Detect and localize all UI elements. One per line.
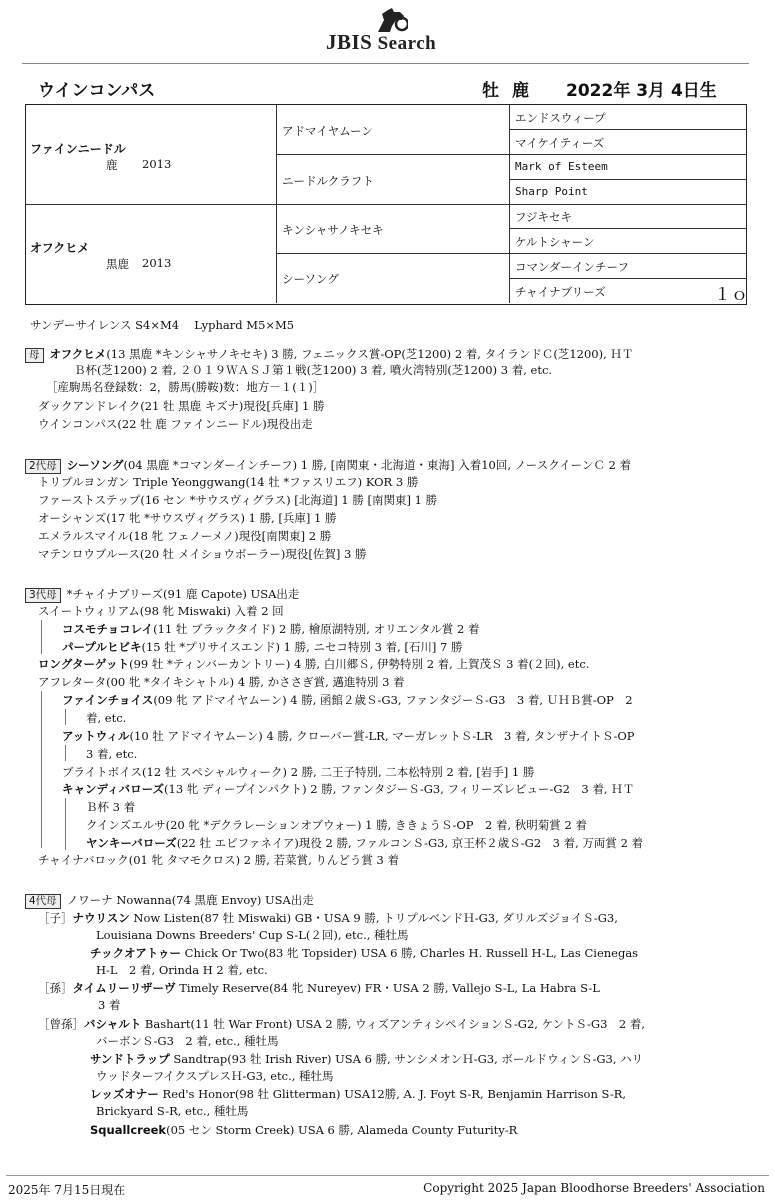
g4-line: Brickyard S-R, etc., 種牡馬 [96,1104,249,1118]
g3-line [25,586,299,603]
logo-search: Search [377,33,437,54]
pedigree-gen3[interactable]: フジキセキ [515,210,573,224]
g4-line: Squallcreek(05 セン Storm Creek) USA 6 勝, Alameda County Futurity-R [90,1123,518,1137]
g3-line[interactable]: チャイナバロック(01 牝 タマモクロス) 2 勝, 若菜賞, りんどう賞 3 着 [38,853,400,867]
g4-tag: 4代母 [25,894,61,909]
g2-tag: 2代母 [25,459,61,474]
pedigree-gen3[interactable]: ケルトシャーン [515,235,595,249]
dam-line-text: (13 黒鹿 *キンシャサノキセキ) 3 勝, フェニックス賞-OP(芝1200) 2 着, タイランドＣ(芝1200), ＨＴ [106,347,634,361]
pedigree-gen3[interactable]: コマンダーインチーフ [515,260,629,274]
g4-line: チックオアトゥー Chick Or Two(83 牝 Topsider) USA 6 勝, Charles H. Russell H-L, Las Cienegas [90,946,639,960]
footer-date: 2025年 7月15日現在 [8,1183,126,1197]
g2-line [25,457,631,474]
g2-line[interactable]: マテンロウブルース(20 牡 メイショウボーラー)現役[佐賀] 3 勝 [38,547,367,561]
g3-line: ヤンキーバローズ(22 牡 エピファネイア)現役 2 勝, ファルコンＳ-G3, 京王杯２歳Ｓ-G2 3 着, 万両賞 2 着 [86,836,644,850]
g4-line: サンドトラップ Sandtrap(93 牡 Irish River) USA 6 勝, サンシメオンＨ-G3, ボールドウィンＳ-G3, ハリ [90,1052,644,1066]
dam-color: 黒鹿 [106,257,129,271]
pedigree-gen3[interactable]: チャイナブリーズ [515,285,606,299]
g3-line: Ｂ杯 3 着 [86,800,136,814]
logo-jbis: JBIS [326,30,373,54]
g2-line-text: (04 黒鹿 *コマンダーインチーフ) 1 勝, [南関東・北海道・東海] 入着10回, ノースクイーンＣ 2 着 [123,458,632,472]
g4-line: ウッドターフイクスプレスＨ-G3, etc., 種牡馬 [96,1069,334,1083]
g4-line: H-L 2 着, Orinda H 2 着, etc. [96,963,268,977]
g2-line-name[interactable]: シーソング [66,458,124,472]
g4-line: ［曾孫］バシャルト Bashart(11 牡 War Front) USA 2 勝, ウィズアンティシペイションＳ-G2, ケントＳ-G3 2 着, [38,1017,646,1031]
dam-line: Ｂ杯(芝1200) 2 着, ２０１９ＷＡＳＪ第１戦(芝1200) 3 着, 噴火湾特別(芝1200) 3 着, etc. [74,363,553,377]
sire-name[interactable]: ファインニードル [30,142,126,156]
g2-line[interactable]: ファーストステップ(16 セン *サウスヴィグラス) [北海道] 1 勝 [南関東] 1 勝 [38,493,438,507]
g4-line: 3 着 [98,998,121,1012]
g4-line: Louisiana Downs Breeders' Cup S-L(２回), etc., 種牡馬 [96,928,409,942]
tree-line [65,745,66,761]
pedigree-table [25,104,747,305]
dam-line[interactable]: ウインコンパス(22 牡 鹿 ファインニードル)現役出走 [38,417,313,431]
pedigree-gen2[interactable]: シーソング [282,272,339,286]
dam-tag: 母 [25,348,44,363]
g3-line: 3 着, etc. [86,747,138,761]
dam-line[interactable]: ダックアンドレイク(21 牡 黒鹿 キズナ)現役[兵庫] 1 勝 [38,399,325,413]
g3-line: アットウィル(10 牡 アドマイヤムーン) 4 勝, クローバー賞-LR, マーガレットＳ-LR 3 着, タンザナイトＳ-OP [62,729,635,743]
horse-sex: 牡 [482,81,499,101]
pedigree-gen3[interactable]: Mark of Esteem [515,160,608,173]
g4-line: ［子］ナウリスン Now Listen(87 牡 Miswaki) GB・USA 9 勝, トリプルベンドＨ-G3, ダリルズジョイＳ-G3, [38,911,618,925]
dam-line: ［産駒馬名登録数：2，勝馬(勝鞍)数：地方－１(１)］ [46,380,325,394]
pedigree-gen3[interactable]: マイケイティーズ [515,136,605,150]
footer-copyright: Copyright 2025 Japan Bloodhorse Breeders' Association [423,1181,765,1195]
g3-line[interactable]: スイートウィリアム(98 牝 Miswaki) 入着 2 回 [38,604,284,618]
g4-line [25,892,314,909]
family-number: １ｏ [714,285,748,305]
footer-divider [6,1175,769,1176]
tree-line [41,691,42,848]
horse-name: ウインコンパス [38,81,156,101]
g2-line[interactable]: オーシャンズ(17 牝 *サウスヴィグラス) 1 勝, [兵庫] 1 勝 [38,511,337,525]
pedigree-gen2[interactable]: ニードルクラフト [282,174,374,188]
pedigree-gen3[interactable]: Sharp Point [515,185,588,198]
horse-birth: 2022年 3月 4日生 [566,81,717,101]
g4-line: バーボンＳ-G3 2 着, etc., 種牡馬 [96,1034,279,1048]
tree-line [65,798,66,850]
sire-color: 鹿 [106,158,118,172]
jbis-search-logo[interactable] [0,0,775,56]
horse-color: 鹿 [512,81,529,101]
tree-line [65,709,66,725]
g3-line: コスモチョコレイ(11 牡 ブラックタイド) 2 勝, 檜原湖特別, オリエンタル賞 2 着 [62,622,480,636]
dam-year: 2013 [142,256,172,270]
dam-line [25,346,633,363]
tree-line [41,620,42,654]
g3-line-text[interactable]: *チャイナブリーズ(91 鹿 Capote) USA出走 [66,587,300,601]
g4-line: レッズオナー Red's Honor(98 牡 Glitterman) USA12勝, A. J. Foyt S-R, Benjamin Harrison S-R, [90,1087,627,1101]
dam-line-name[interactable]: オフクヒメ [49,347,107,361]
g3-line: ファインチョイス(09 牝 アドマイヤムーン) 4 勝, 函館２歳Ｓ-G3, ファンタジーＳ-G3 3 着, ＵＨＢ賞-OP 2 [62,693,633,707]
pedigree-gen2[interactable]: キンシャサノキセキ [282,223,384,237]
pedigree-gen2[interactable]: アドマイヤムーン [282,124,373,138]
g3-line: 着, etc. [86,711,127,725]
g3-tag: 3代母 [25,588,61,603]
pedigree-gen3[interactable]: エンドスウィープ [515,111,606,125]
header-divider [22,63,749,64]
g3-line[interactable]: クインズエルサ(20 牝 *デクラレーションオブウォー) 1 勝, ききょうＳ-OP 2 着, 秋明菊賞 2 着 [86,818,587,832]
g3-line[interactable]: アフレタータ(00 牝 *タイキシャトル) 4 勝, かささぎ賞, 邁進特別 3 着 [38,675,405,689]
inbreeding-cross: サンデーサイレンス S4×M4 Lyphard M5×M5 [30,318,295,332]
g2-line[interactable]: エメラルスマイル(18 牝 フェノーメノ)現役[南関東] 2 勝 [38,529,332,543]
g3-line: パープルヒビキ(15 牡 *プリサイスエンド) 1 勝, ニセコ特別 3 着, [石川] 7 勝 [62,640,463,654]
g3-line: キャンディバローズ(13 牝 ディープインパクト) 2 勝, ファンタジーＳ-G3, フィリーズレビュー-G2 3 着, ＨＴ [62,782,635,796]
sire-year: 2013 [142,157,172,171]
g4-line-text[interactable]: ノワーナ Nowanna(74 黒鹿 Envoy) USA出走 [66,893,314,907]
g3-line[interactable]: ブライトボイス(12 牡 スペシャルウィーク) 2 勝, 二王子特別, 二本松特別 2 着, [岩手] 1 勝 [62,765,535,779]
g3-line: ロングターゲット(99 牡 *ティンバーカントリー) 4 勝, 白川郷Ｓ, 伊勢特別 2 着, 上賀茂Ｓ 3 着(２回), etc. [38,657,590,671]
g4-line: ［孫］タイムリーリザーヴ Timely Reserve(84 牝 Nureyev) FR・USA 2 勝, Vallejo S-L, La Habra S-L [38,981,600,995]
dam-name[interactable]: オフクヒメ [30,241,90,255]
g2-line[interactable]: トリプルヨンガン Triple Yeonggwang(14 牡 *ファスリエフ) KOR 3 勝 [38,475,419,489]
